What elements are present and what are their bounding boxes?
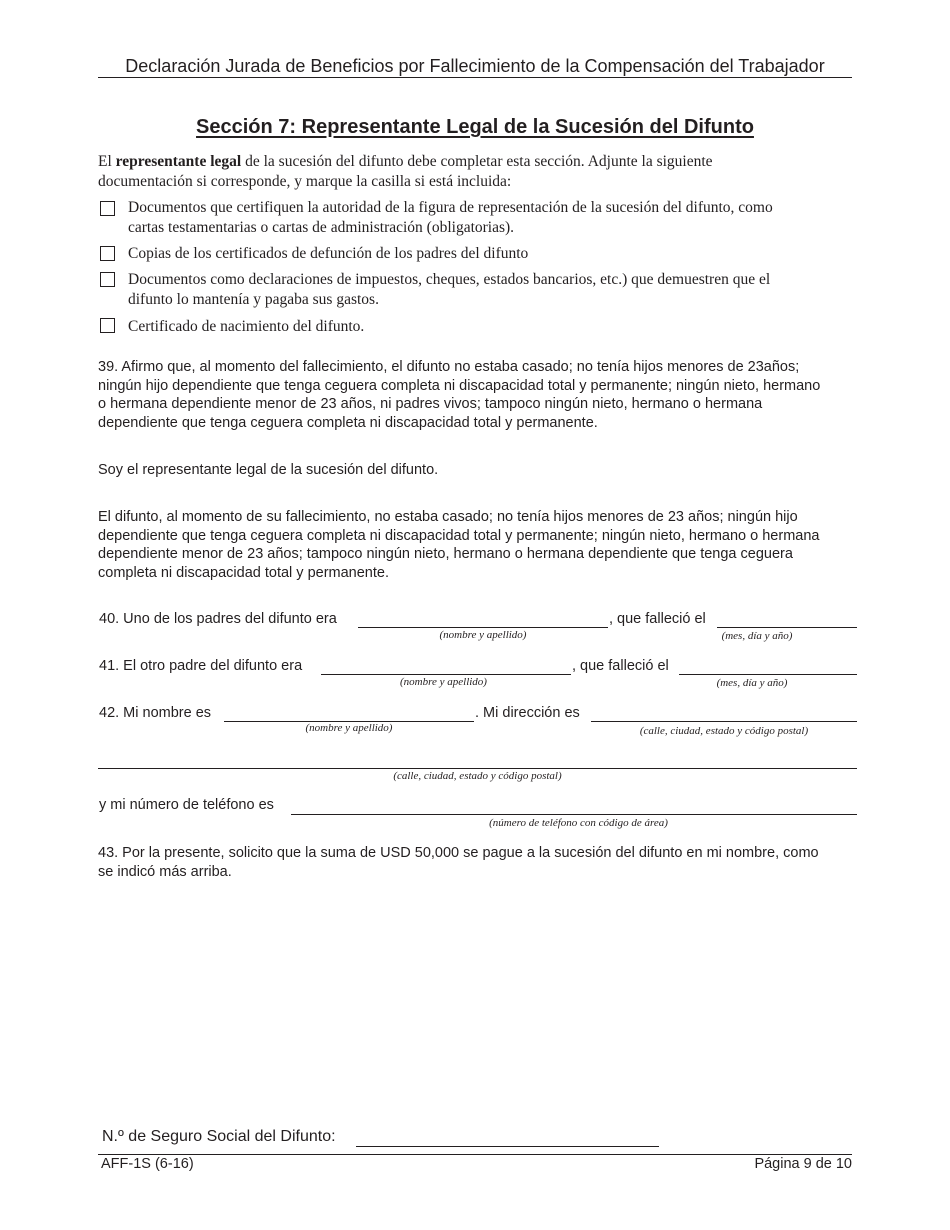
intro-bold-term: representante legal	[115, 153, 242, 170]
header-divider	[98, 77, 852, 78]
checkbox-support-documents[interactable]	[100, 272, 115, 287]
deceased-statement-text: El difunto, al momento de su fallecimiento, no estaba casado; no tenía hijos menores de 23 años; ningún hijo dependiente que tenga ceguera completa ni discapacidad total y permanente; ningún nieto, hermano o hermana dependiente menor de 23 años; tampoco ningún nieto, hermano o hermana dependiente que tenga ceguera completa ni discapacidad total y permanente.	[98, 509, 820, 581]
ssn-field[interactable]	[356, 1146, 659, 1147]
intro-text-line-2: documentación si corresponde, y marque la casilla si está incluida:	[98, 173, 512, 190]
checkbox-birth-certificate[interactable]	[100, 318, 115, 333]
representative-statement: Soy el representante legal de la sucesión del difunto.	[98, 462, 439, 478]
checklist-item-authority-documents: Documentos que certifiquen la autoridad de la figura de representación de la sucesión del difunto, como cartas testamentarias o cartas de administración (obligatorias).	[128, 199, 773, 236]
document-header-title: Declaración Jurada de Beneficios por Fallecimiento de la Compensación del Trabajador	[125, 56, 825, 76]
checklist-item-support-documents: Documentos como declaraciones de impuestos, cheques, estados bancarios, etc.) que demuestren que el difunto lo mantenía y pagaba sus gastos.	[128, 271, 771, 308]
question-40-label: 40. Uno de los padres del difunto era	[99, 611, 337, 627]
q40-parent-name-field[interactable]	[358, 627, 608, 628]
ssn-label: N.º de Seguro Social del Difunto:	[102, 1128, 336, 1145]
q42-name-hint: (nombre y apellido)	[305, 722, 393, 734]
q41-parent-name-field[interactable]	[321, 674, 571, 675]
checkbox-parents-death-certificates[interactable]	[100, 246, 115, 261]
form-code: AFF-1S (6-16)	[101, 1156, 194, 1172]
q41-name-hint: (nombre y apellido)	[400, 676, 487, 688]
question-42-label: 42. Mi nombre es	[99, 705, 212, 721]
q40-date-hint: (mes, día y año)	[721, 630, 793, 642]
q42-phone-field[interactable]	[291, 814, 857, 815]
page-number: Página 9 de 10	[754, 1156, 852, 1172]
question-40-label-died: , que falleció el	[609, 611, 706, 627]
q42-address-field[interactable]	[591, 721, 857, 722]
q41-date-hint: (mes, día y año)	[716, 677, 788, 689]
question-42-label-address: . Mi dirección es	[475, 705, 580, 721]
checkbox-authority-documents[interactable]	[100, 201, 115, 216]
q42-phone-label: y mi número de teléfono es	[99, 797, 274, 813]
checklist-item-parents-death-certificates: Copias de los certificados de defunción de los padres del difunto	[128, 245, 529, 262]
q40-death-date-field[interactable]	[717, 627, 857, 628]
footer-divider	[98, 1154, 852, 1155]
q40-name-hint: (nombre y apellido)	[439, 629, 527, 641]
question-41-label: 41. El otro padre del difunto era	[99, 658, 303, 674]
section-title: Sección 7: Representante Legal de la Sucesión del Difunto	[196, 116, 754, 138]
question-41-label-died: , que falleció el	[572, 658, 669, 674]
q42-address-continued-field[interactable]	[98, 768, 857, 769]
intro-text-line-1: El representante legal de la sucesión del difunto debe completar esta sección. Adjunte la siguiente	[98, 153, 713, 170]
q41-death-date-field[interactable]	[679, 674, 857, 675]
question-43-text: 43. Por la presente, solicito que la suma de USD 50,000 se pague a la sucesión del difunto en mi nombre, como se indicó más arriba.	[98, 845, 819, 880]
checklist-item-birth-certificate: Certificado de nacimiento del difunto.	[128, 318, 365, 335]
q42-phone-hint: (número de teléfono con código de área)	[489, 817, 668, 829]
q42-address-continued-hint: (calle, ciudad, estado y código postal)	[393, 770, 562, 782]
question-39-text: 39. Afirmo que, al momento del fallecimiento, el difunto no estaba casado; no tenía hijos menores de 23años; ningún hijo dependiente que tenga ceguera completa ni discapacidad total y permanente; ningún nieto, hermano o hermana dependiente menor de 23 años, ni padres vivos; tampoco ningún nieto, hermano o hermana dependiente que tenga ceguera completa ni discapacidad total y permanente.	[98, 359, 821, 431]
q42-address-hint: (calle, ciudad, estado y código postal)	[639, 725, 809, 737]
